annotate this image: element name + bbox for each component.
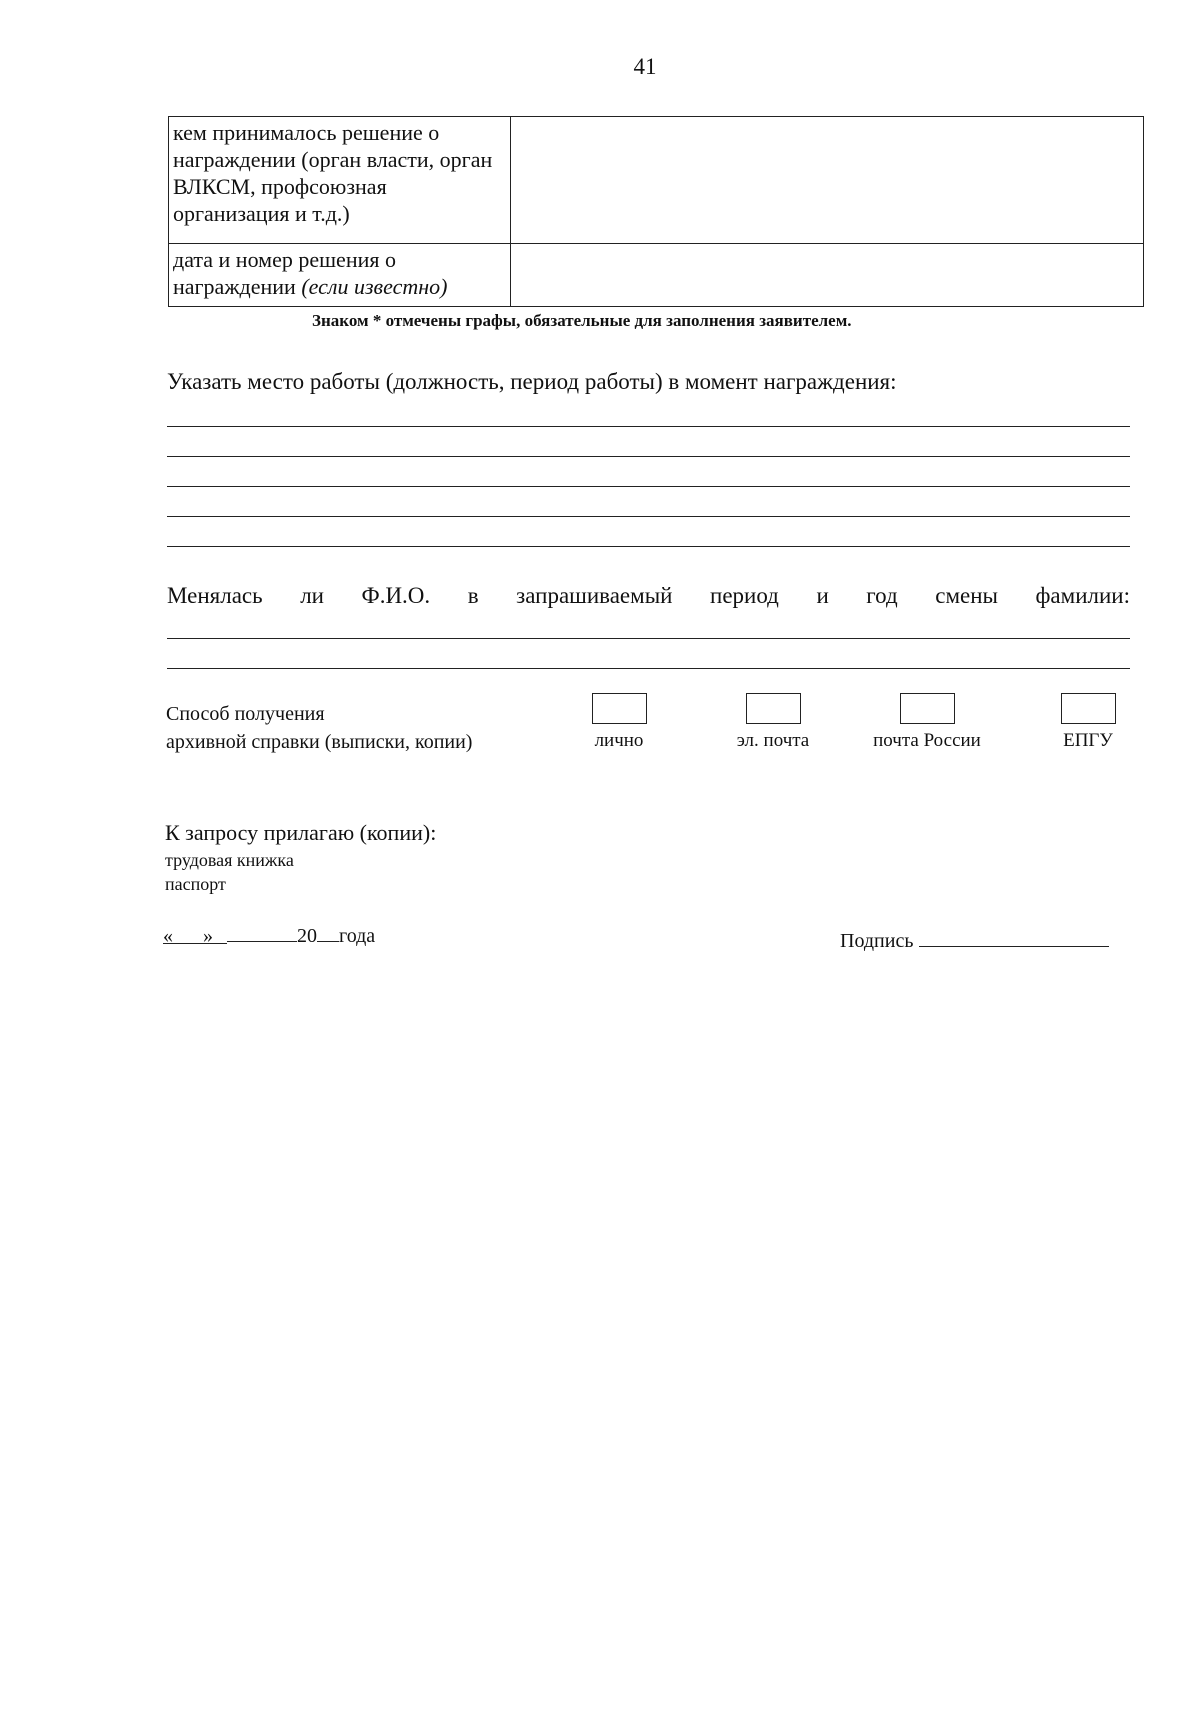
date-field[interactable] xyxy=(163,923,375,948)
workplace-fill-line[interactable] xyxy=(167,426,1130,427)
signature-blank[interactable] xyxy=(919,928,1109,947)
receipt-option-in-person[interactable]: лично xyxy=(559,693,679,752)
decision-date-number-value[interactable] xyxy=(511,244,1144,307)
receipt-method-label: Способ получения архивной справки (выписки, копии) xyxy=(166,703,473,753)
signature-field[interactable] xyxy=(840,928,1109,953)
russian-post-checkbox[interactable] xyxy=(900,693,955,724)
month-blank[interactable] xyxy=(227,923,297,942)
receipt-option-epgu[interactable]: ЕПГУ xyxy=(1028,693,1148,752)
name-change-fill-line[interactable] xyxy=(167,638,1130,639)
receipt-option-russian-post[interactable]: почта России xyxy=(867,693,987,752)
decision-authority-label: кем принималось решение о награждении (орган власти, орган ВЛКСМ, профсоюзная организация и т.д.) xyxy=(169,117,511,244)
table-row xyxy=(169,117,1144,244)
decision-date-number-label: дата и номер решения о награждении (если известно) xyxy=(169,244,511,307)
receipt-option-email[interactable]: эл. почта xyxy=(713,693,833,752)
workplace-fill-line[interactable] xyxy=(167,486,1130,487)
day-blank[interactable]: « » xyxy=(163,925,227,944)
optional-hint: (если известно) xyxy=(301,274,448,299)
email-checkbox[interactable] xyxy=(746,693,801,724)
signature-label: Подпись xyxy=(840,930,914,952)
attachment-item: паспорт xyxy=(165,874,226,894)
century-prefix: 20 xyxy=(297,925,317,947)
required-fields-note: Знаком * отмечены графы, обязательные для заполнения заявителем. xyxy=(312,311,852,330)
award-details-table xyxy=(168,116,1144,307)
year-blank[interactable] xyxy=(317,923,339,942)
page-number: 41 xyxy=(633,54,657,79)
attachment-item: трудовая книжка xyxy=(165,850,294,870)
workplace-fill-line[interactable] xyxy=(167,456,1130,457)
attachments-title: К запросу прилагаю (копии): xyxy=(165,820,437,845)
table-row xyxy=(169,244,1144,307)
workplace-fill-line[interactable] xyxy=(167,546,1130,547)
name-change-question: Менялась ли Ф.И.О. в запрашиваемый период и год смены фамилии: xyxy=(167,583,1130,608)
decision-authority-value[interactable] xyxy=(511,117,1144,244)
in-person-checkbox[interactable] xyxy=(592,693,647,724)
name-change-fill-line[interactable] xyxy=(167,668,1130,669)
workplace-label: Указать место работы (должность, период работы) в момент награждения: xyxy=(167,369,897,394)
workplace-fill-line[interactable] xyxy=(167,516,1130,517)
year-suffix: года xyxy=(339,925,376,947)
epgu-checkbox[interactable] xyxy=(1061,693,1116,724)
